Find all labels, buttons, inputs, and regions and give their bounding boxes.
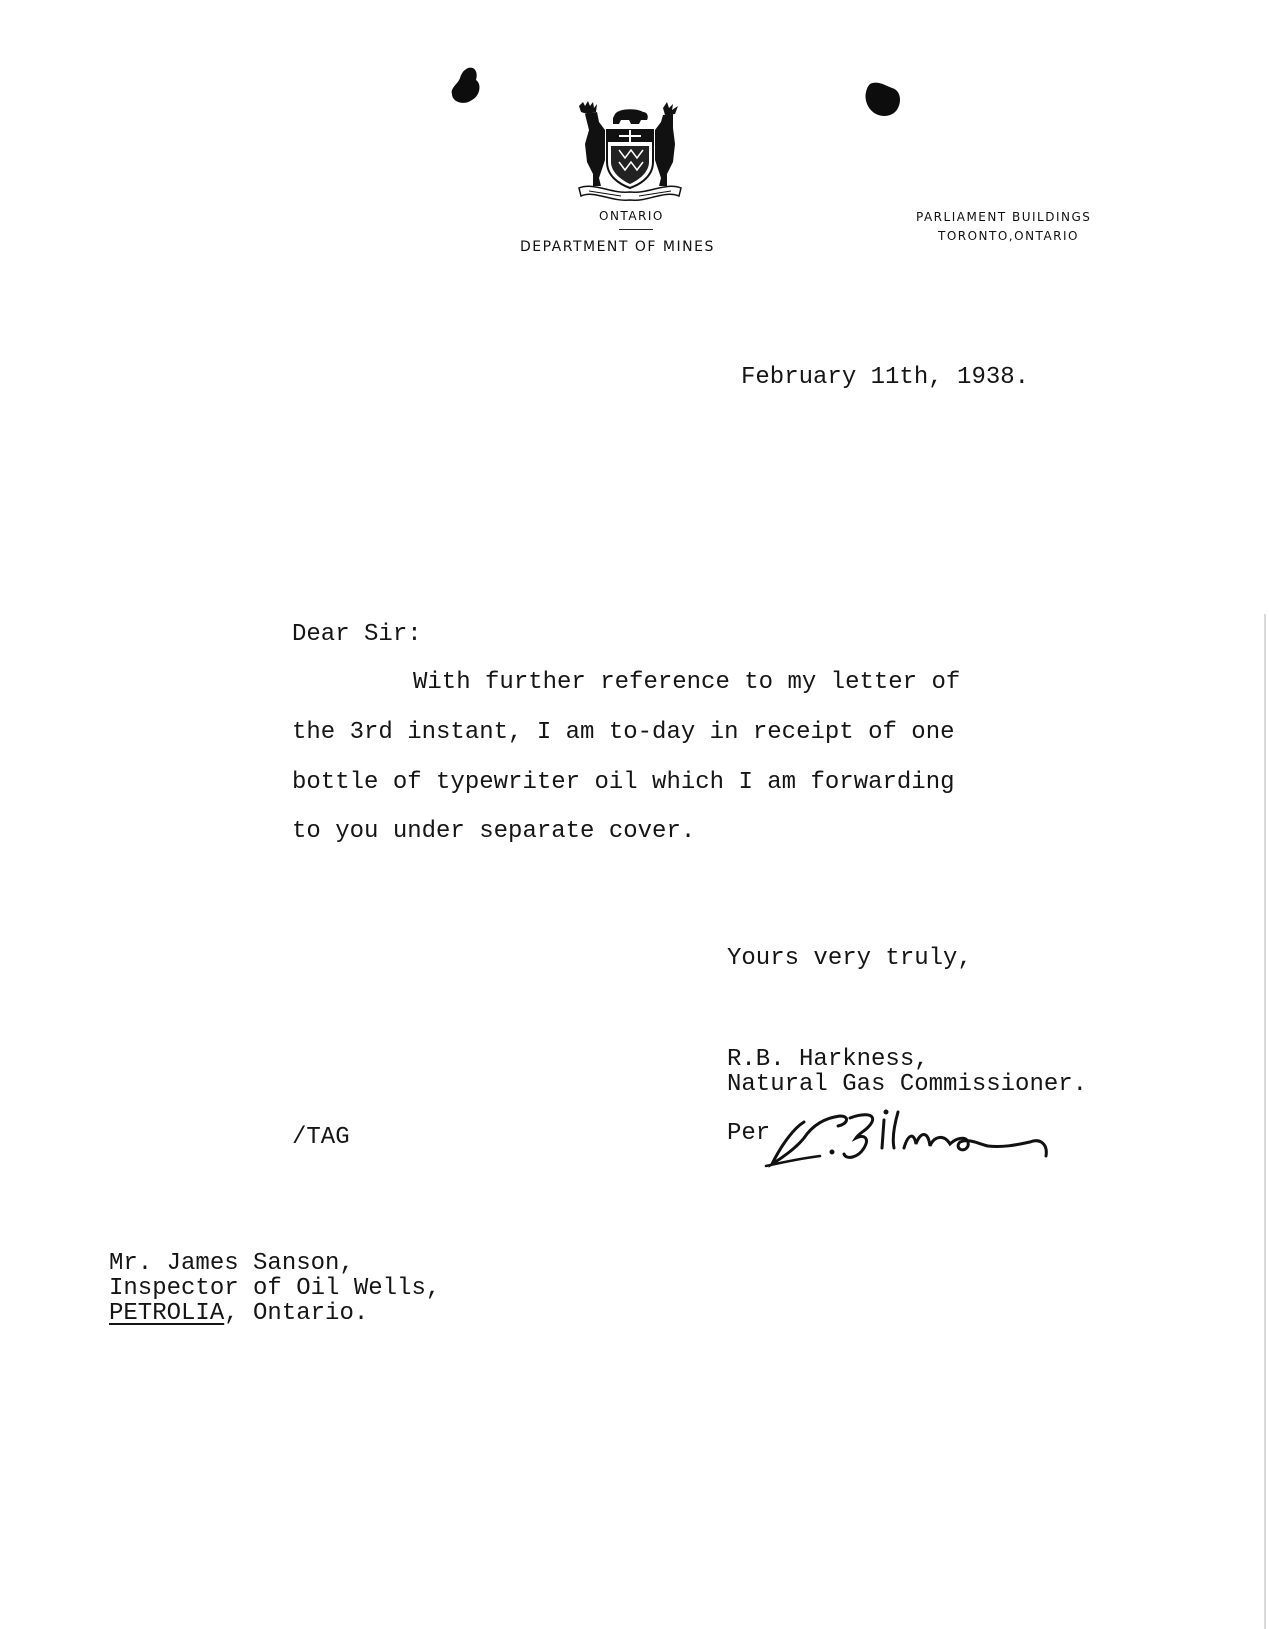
signatory-title: Natural Gas Commissioner. <box>727 1071 1088 1098</box>
per-label: Per <box>727 1120 771 1147</box>
coat-of-arms-icon <box>575 100 685 204</box>
body-line: With further reference to my letter of <box>413 669 961 696</box>
complimentary-close: Yours very truly, <box>727 945 972 972</box>
letterhead-department: DEPARTMENT OF MINES <box>520 239 715 255</box>
signatory-name: R.B. Harkness, <box>727 1046 929 1073</box>
ink-blot-icon <box>448 66 490 108</box>
letterhead-address-line1: PARLIAMENT BUILDINGS <box>916 210 1092 224</box>
body-line: bottle of typewriter oil which I am forwarding <box>292 769 955 796</box>
recipient-title: Inspector of Oil Wells, <box>109 1275 441 1302</box>
letterhead-divider <box>619 229 653 230</box>
letterhead-province: ONTARIO <box>599 209 664 223</box>
recipient-city: PETROLIA <box>109 1300 225 1327</box>
body-line: to you under separate cover. <box>292 818 696 845</box>
recipient-location <box>109 1300 368 1327</box>
recipient-name: Mr. James Sanson, <box>109 1250 354 1277</box>
handwritten-signature <box>764 1108 1092 1172</box>
body-line: the 3rd instant, I am to-day in receipt of one <box>292 719 955 746</box>
scan-edge <box>1264 614 1266 1629</box>
recipient-province: , Ontario. <box>224 1300 369 1327</box>
ink-blot-icon <box>864 80 904 120</box>
salutation: Dear Sir: <box>292 621 422 648</box>
letter-date: February 11th, 1938. <box>741 364 1030 391</box>
typist-initials: /TAG <box>292 1124 350 1151</box>
letterhead-address-line2: TORONTO,ONTARIO <box>938 229 1079 243</box>
